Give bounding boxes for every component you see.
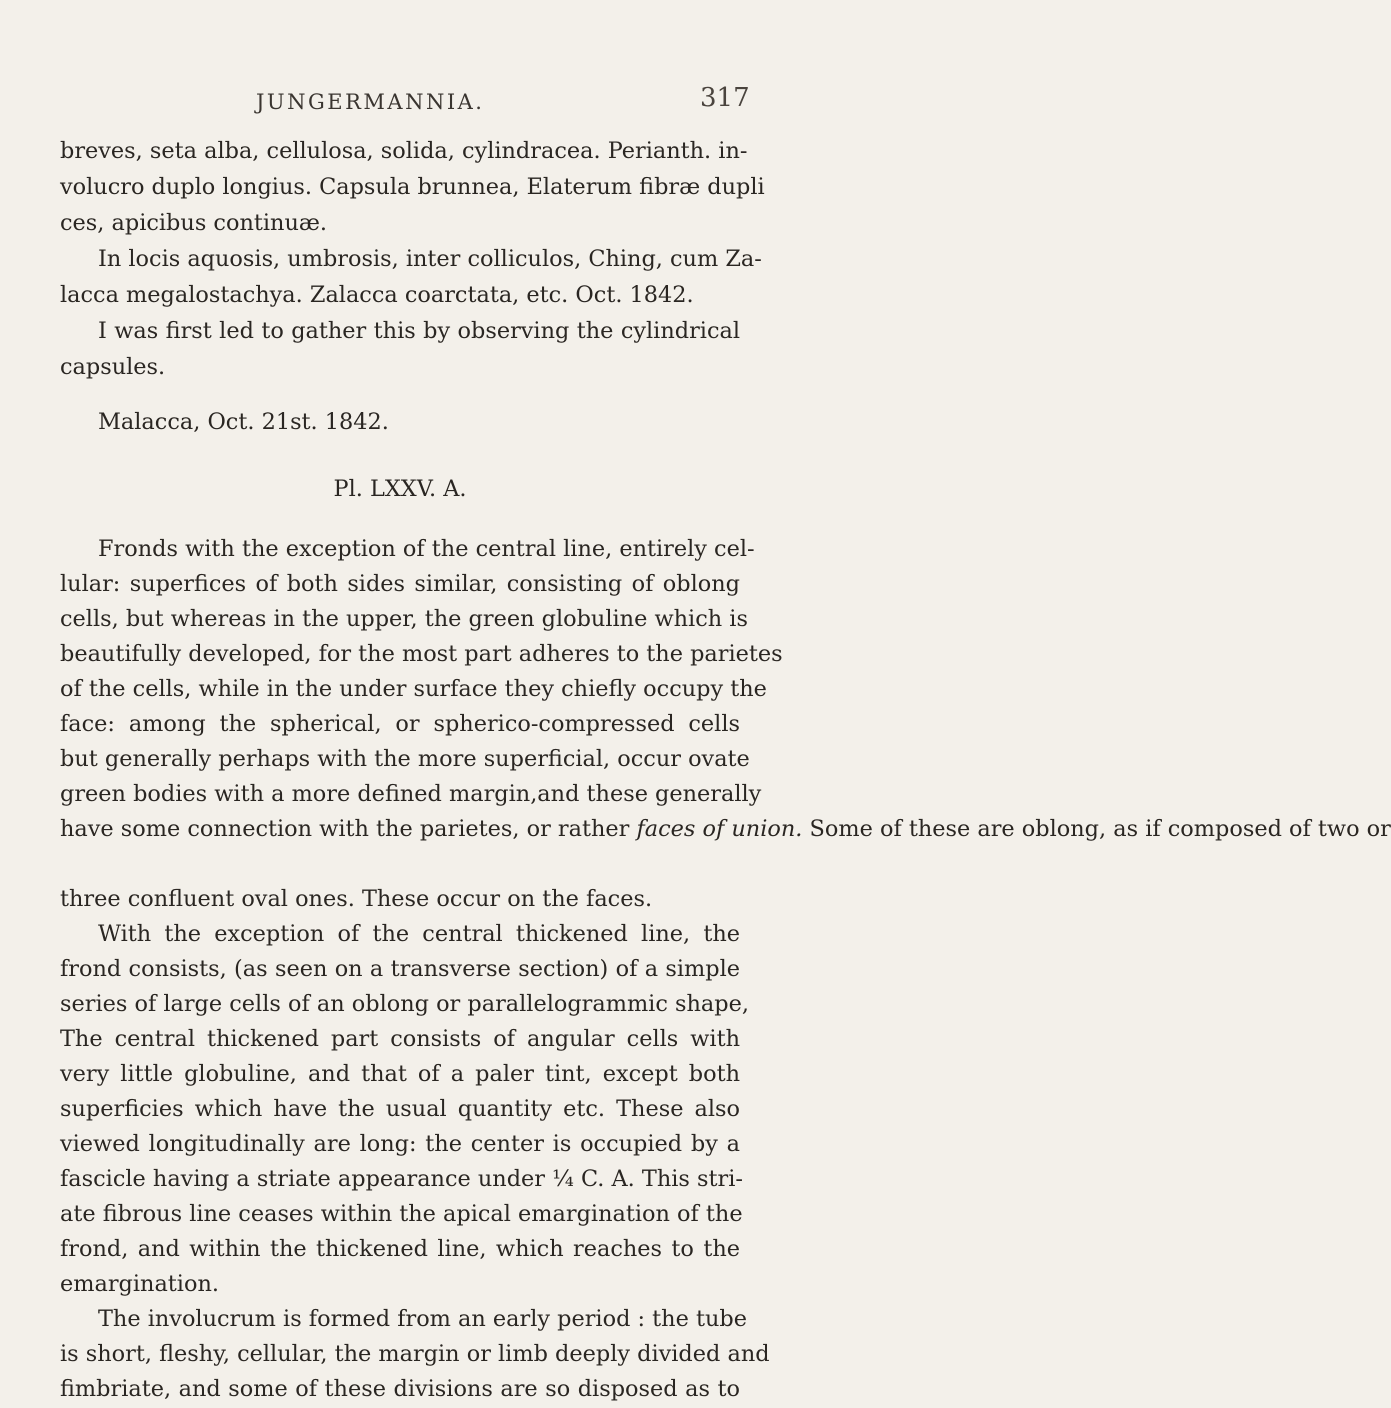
text-line: is short, fleshy, cellular, the margin or limb deeply divided and [60, 1341, 770, 1367]
text-line: The involucrum is formed from an early period : the tube [98, 1306, 747, 1332]
text-span: have some connection with the parietes, or rather [60, 816, 630, 842]
text-line: Fronds with the exception of the central line, entirely cel- [98, 536, 755, 562]
text-line: lular: superfices of both sides similar, consisting of oblong [60, 571, 740, 597]
page-number: 317 [700, 83, 750, 113]
text-line: In locis aquosis, umbrosis, inter colliculos, Ching, cum Za- [98, 246, 762, 272]
text-line: but generally perhaps with the more superficial, occur ovate [60, 746, 750, 772]
text-line: beautifully developed, for the most part adheres to the parietes [60, 641, 783, 667]
plate-heading: Pl. LXXV. A. [333, 476, 467, 502]
text-line: breves, seta alba, cellulosa, solida, cylindracea. Perianth. in- [60, 138, 748, 164]
text-span: Some of these are oblong, as if composed of two or [809, 816, 1391, 842]
text-line: three confluent oval ones. These occur on the faces. [60, 886, 653, 912]
text-line: emargination. [60, 1271, 219, 1297]
text-line: frond consists, (as seen on a transverse section) of a simple [60, 956, 740, 982]
text-line: of the cells, while in the under surface they chiefly occupy the [60, 676, 767, 702]
text-line: frond, and within the thickened line, which reaches to the [60, 1236, 740, 1262]
text-line: cells, but whereas in the upper, the green globuline which is [60, 606, 748, 632]
text-line: viewed longitudinally are long: the center is occupied by a [60, 1131, 740, 1157]
text-line: fascicle having a striate appearance under ¼ C. A. This stri- [60, 1166, 743, 1192]
text-line: face: among the spherical, or spherico-compressed cells [60, 711, 740, 737]
text-line: I was first led to gather this by observing the cylindrical [98, 318, 740, 344]
place-date-line: Malacca, Oct. 21st. 1842. [98, 409, 389, 435]
text-line: ces, apicibus continuæ. [60, 210, 328, 236]
text-line: series of large cells of an oblong or parallelogrammic shape, [60, 991, 749, 1017]
text-line: lacca megalostachya. Zalacca coarctata, etc. Oct. 1842. [60, 282, 694, 308]
text-line: capsules. [60, 354, 166, 380]
text-line: superficies which have the usual quantity etc. These also [60, 1096, 740, 1122]
text-line: ate fibrous line ceases within the apical emargination of the [60, 1201, 743, 1227]
text-line: The central thickened part consists of angular cells with [60, 1026, 740, 1052]
text-line-with-italic [60, 811, 1391, 847]
text-line: With the exception of the central thickened line, the [98, 921, 740, 947]
text-line: volucro duplo longius. Capsula brunnea, Elaterum fibræ dupli [60, 174, 765, 200]
running-title: JUNGERMANNIA. [256, 90, 485, 114]
text-line: fimbriate, and some of these divisions are so disposed as to [60, 1376, 740, 1402]
text-line: very little globuline, and that of a paler tint, except both [60, 1061, 740, 1087]
text-line: green bodies with a more defined margin,and these generally [60, 781, 762, 807]
italic-phrase: faces of union. [636, 816, 803, 842]
